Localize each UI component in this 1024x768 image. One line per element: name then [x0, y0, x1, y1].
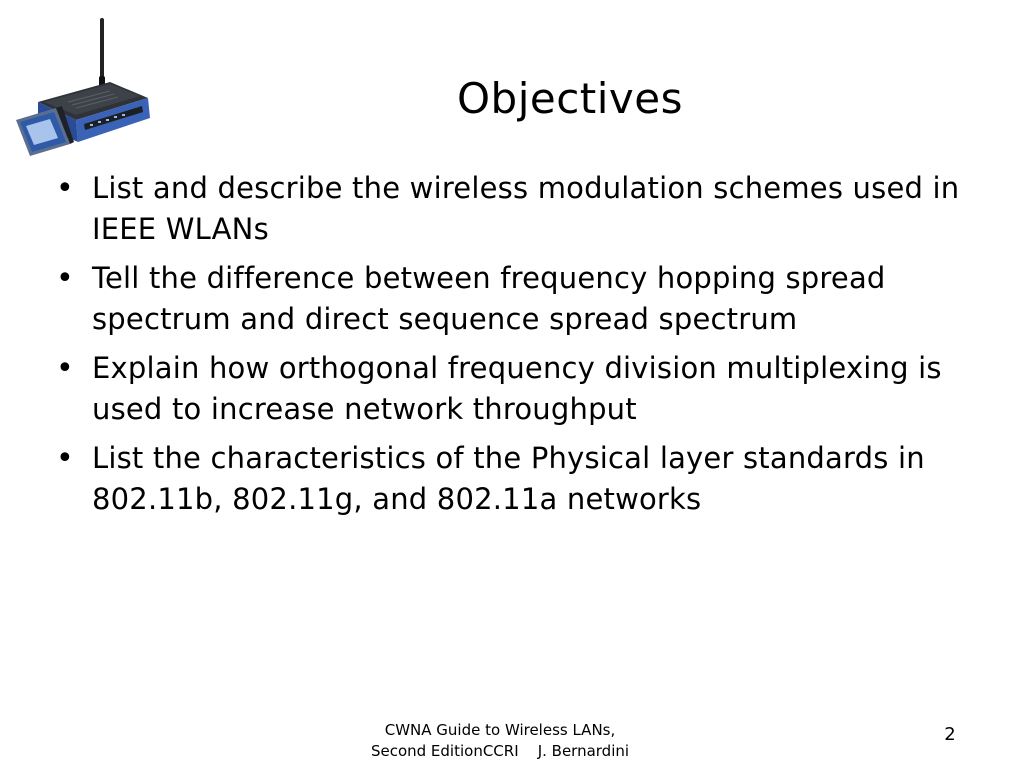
- bullet-text: List and describe the wireless modulation schemes used in IEEE WLANs: [92, 171, 960, 246]
- list-item: [56, 258, 986, 340]
- list-item: [56, 438, 986, 520]
- bullet-marker: •: [56, 441, 74, 476]
- bullet-text: Tell the difference between frequency hopping spread spectrum and direct sequence spread spectrum: [92, 261, 886, 336]
- bullet-text: List the characteristics of the Physical layer standards in 802.11b, 802.11g, and 802.11a networks: [92, 441, 925, 516]
- bullet-marker: •: [56, 351, 74, 386]
- slide-footer: [320, 720, 680, 762]
- bullet-marker: •: [56, 171, 74, 206]
- bullet-text: Explain how orthogonal frequency division multiplexing is used to increase network throughput: [92, 351, 942, 426]
- bullet-marker: •: [56, 261, 74, 296]
- footer-edition-author: Second EditionCCRI J. Bernardini: [370, 742, 630, 760]
- list-item: [56, 168, 986, 250]
- wireless-router-icon: [14, 16, 156, 156]
- footer-course-title: CWNA Guide to Wireless LANs,: [384, 721, 616, 739]
- slide-title: Objectives: [456, 74, 684, 123]
- list-item: [56, 348, 986, 430]
- page-number: 2: [944, 724, 956, 745]
- objectives-list: [56, 168, 986, 528]
